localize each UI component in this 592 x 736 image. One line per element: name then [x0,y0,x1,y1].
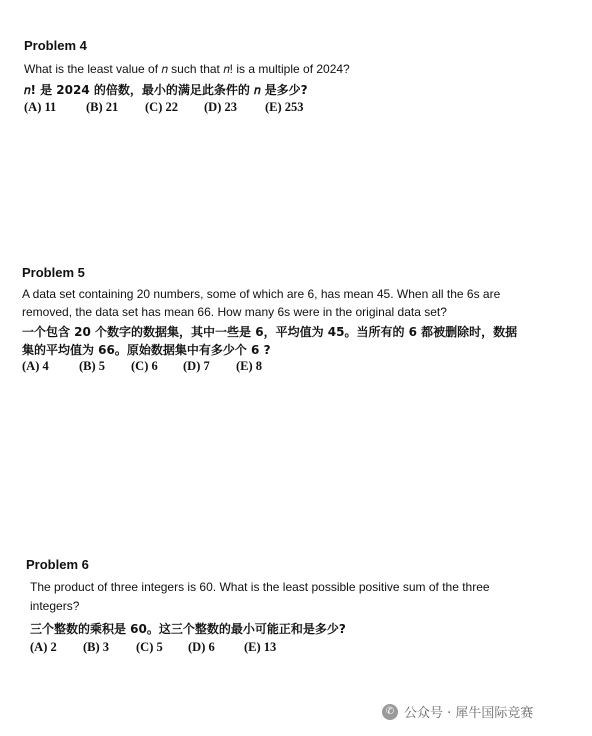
watermark-text: 公众号 · 犀牛国际竞赛 [404,706,534,721]
question-en-line: The product of three integers is 60. What is the least possible positive sum of the three [30,580,490,594]
choice-b: (B) 21 [86,100,119,114]
choice-e: (E) 13 [244,640,277,654]
choice-c: (C) 6 [131,359,158,373]
question-en-line: A data set containing 20 numbers, some of which are 6, has mean 45. When all the 6s are [22,287,501,301]
choice-a: (A) 4 [22,359,49,373]
problem-title: Problem 4 [24,38,87,53]
choice-b: (B) 3 [83,640,110,654]
choice-a: (A) 11 [24,100,57,114]
choice-d: (D) 23 [204,100,237,114]
choice-d: (D) 6 [188,640,215,654]
question-en-line: integers? [30,599,80,613]
choice-e: (E) 8 [236,359,263,373]
watermark [382,702,533,721]
choice-b: (B) 5 [79,359,106,373]
choice-c: (C) 5 [136,640,163,654]
choice-a: (A) 2 [30,640,57,654]
problem-title: Problem 6 [26,557,89,572]
problem-title: Problem 5 [22,265,85,280]
choice-d: (D) 7 [183,359,210,373]
choice-c: (C) 22 [145,100,178,114]
question-zh-line: 集的平均值为 66。原始数据集中有多少个 6 ? [22,343,271,357]
question-zh-line: 三个整数的乘积是 60。这三个整数的最小可能正和是多少? [30,622,346,636]
question-zh-line: 一个包含 20 个数字的数据集，其中一些是 6，平均值为 45。当所有的 6 都被删除时，数据 [22,325,518,339]
question-en-line: What is the least value of 𝑛 such that 𝑛! is a multiple of 2024? [24,62,350,76]
question-zh-line: 𝑛! 是 2024 的倍数，最小的满足此条件的 𝑛 是多少? [24,83,308,97]
question-en-line: removed, the data set has mean 66. How many 6s were in the original data set? [22,305,447,319]
choice-e: (E) 253 [265,100,304,114]
wechat-icon: ✆ [382,704,398,720]
